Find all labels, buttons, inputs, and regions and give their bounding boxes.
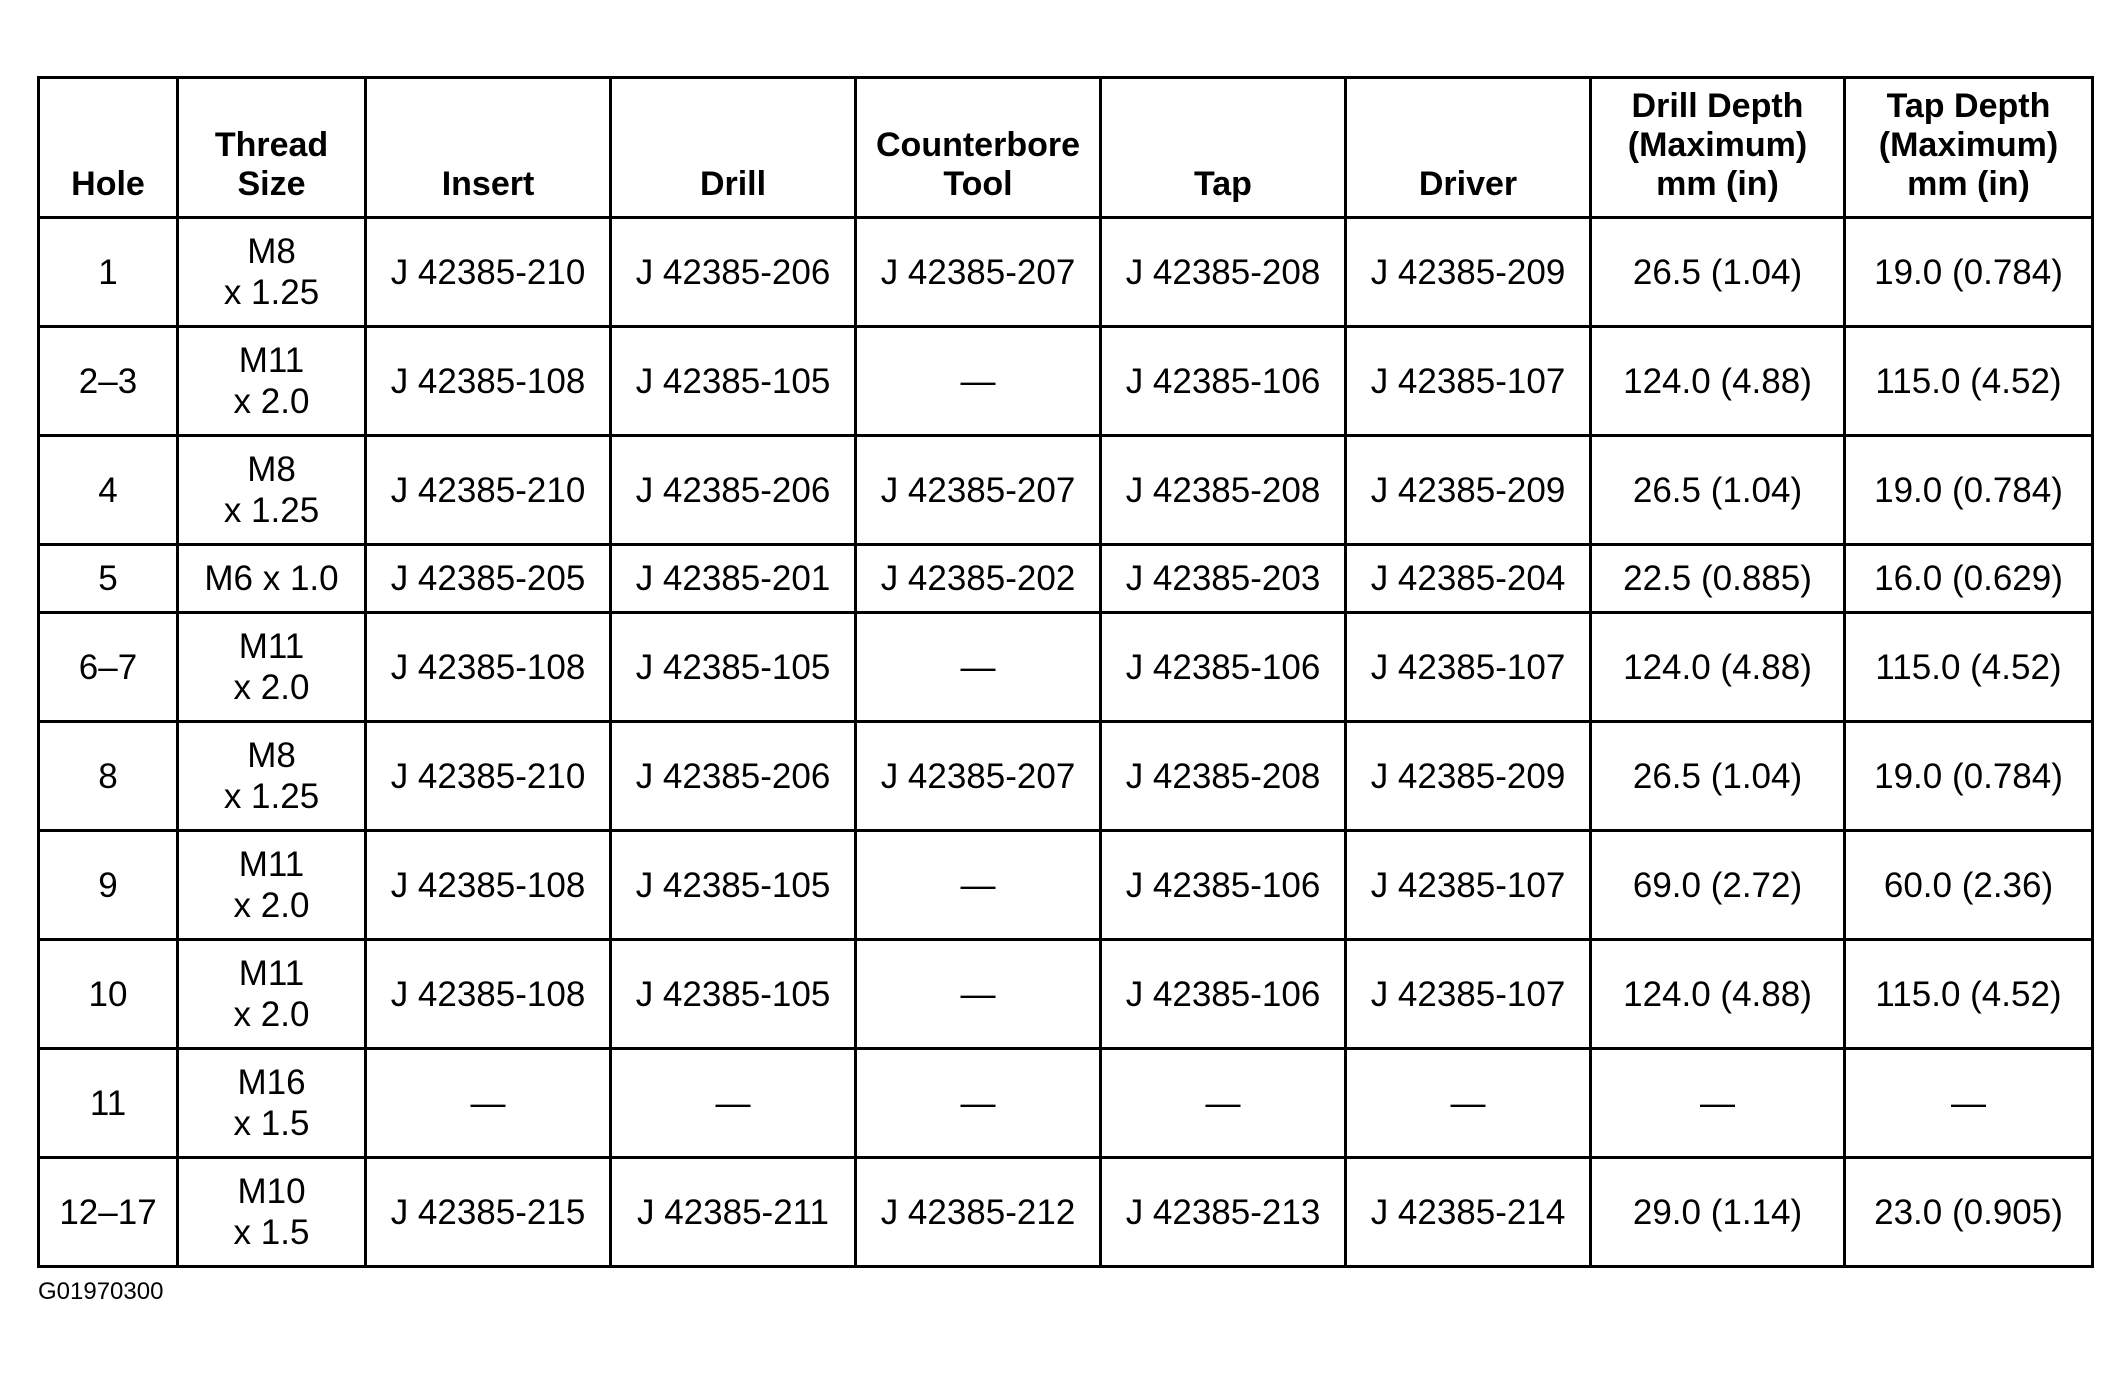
- driver-cell: J 42385-107: [1346, 327, 1591, 436]
- header-drill-depth-line: Drill Depth: [1631, 87, 1804, 125]
- drill-cell: J 42385-105: [611, 831, 856, 940]
- thread-size-line: x 1.25: [223, 777, 320, 816]
- counterbore-cell: J 42385-212: [856, 1158, 1101, 1267]
- drill-depth-cell: 124.0 (4.88): [1591, 327, 1845, 436]
- hole-cell: 11: [39, 1049, 178, 1158]
- thread-size-line: M10: [237, 1172, 306, 1211]
- drill-depth-cell: 124.0 (4.88): [1591, 613, 1845, 722]
- drill-cell: J 42385-201: [611, 545, 856, 613]
- thread-size-line: M11: [238, 627, 305, 666]
- thread-size-line: x 2.0: [233, 668, 310, 707]
- tap-cell: J 42385-208: [1101, 722, 1346, 831]
- tap-cell: J 42385-208: [1101, 436, 1346, 545]
- table-row: [39, 831, 2093, 940]
- table-row: [39, 1049, 2093, 1158]
- counterbore-cell: J 42385-207: [856, 436, 1101, 545]
- header-tap: [1101, 78, 1346, 218]
- drill-depth-cell: —: [1591, 1049, 1845, 1158]
- hole-cell: 10: [39, 940, 178, 1049]
- driver-cell: J 42385-209: [1346, 722, 1591, 831]
- counterbore-cell: —: [856, 940, 1101, 1049]
- drill-depth-cell: 26.5 (1.04): [1591, 436, 1845, 545]
- tap-depth-cell: 115.0 (4.52): [1845, 327, 2093, 436]
- table-row: [39, 613, 2093, 722]
- header-thread-size: [178, 78, 366, 218]
- header-drill: [611, 78, 856, 218]
- table-row: [39, 940, 2093, 1049]
- drill-cell: J 42385-105: [611, 940, 856, 1049]
- header-row: [39, 78, 2093, 218]
- thread-size-line: x 2.0: [233, 382, 310, 421]
- driver-cell: —: [1346, 1049, 1591, 1158]
- tap-depth-cell: 23.0 (0.905): [1845, 1158, 2093, 1267]
- counterbore-cell: J 42385-207: [856, 218, 1101, 327]
- thread-size-cell: [178, 545, 366, 613]
- hole-cell: 4: [39, 436, 178, 545]
- thread-size-cell: [178, 1049, 366, 1158]
- tap-cell: J 42385-106: [1101, 831, 1346, 940]
- header-thread-size-line: Thread: [214, 126, 329, 164]
- insert-cell: J 42385-210: [366, 436, 611, 545]
- driver-cell: J 42385-209: [1346, 218, 1591, 327]
- tap-cell: J 42385-203: [1101, 545, 1346, 613]
- header-insert-line: Insert: [441, 165, 535, 203]
- table-header: [39, 78, 2093, 218]
- hole-cell: 8: [39, 722, 178, 831]
- tap-depth-cell: 115.0 (4.52): [1845, 613, 2093, 722]
- insert-cell: J 42385-210: [366, 722, 611, 831]
- header-drill-depth-line: mm (in): [1656, 165, 1779, 203]
- counterbore-cell: —: [856, 613, 1101, 722]
- tap-cell: —: [1101, 1049, 1346, 1158]
- tool-specification-table: [37, 76, 2094, 1268]
- drill-cell: J 42385-206: [611, 722, 856, 831]
- thread-size-line: x 1.25: [223, 491, 320, 530]
- tap-depth-cell: 19.0 (0.784): [1845, 722, 2093, 831]
- thread-size-line: M8: [247, 736, 296, 775]
- drill-cell: J 42385-105: [611, 327, 856, 436]
- drill-depth-cell: 26.5 (1.04): [1591, 722, 1845, 831]
- thread-size-cell: [178, 327, 366, 436]
- driver-cell: J 42385-214: [1346, 1158, 1591, 1267]
- tap-cell: J 42385-213: [1101, 1158, 1346, 1267]
- tap-cell: J 42385-106: [1101, 940, 1346, 1049]
- drill-depth-cell: 26.5 (1.04): [1591, 218, 1845, 327]
- header-hole-line: Hole: [71, 165, 145, 203]
- table-row: [39, 722, 2093, 831]
- tap-depth-cell: 115.0 (4.52): [1845, 940, 2093, 1049]
- thread-size-cell: [178, 436, 366, 545]
- thread-size-line: M11: [238, 954, 305, 993]
- tap-depth-cell: 19.0 (0.784): [1845, 436, 2093, 545]
- drill-depth-cell: 124.0 (4.88): [1591, 940, 1845, 1049]
- tap-depth-cell: 16.0 (0.629): [1845, 545, 2093, 613]
- counterbore-cell: —: [856, 327, 1101, 436]
- drill-cell: —: [611, 1049, 856, 1158]
- thread-size-cell: [178, 218, 366, 327]
- thread-size-line: x 1.5: [233, 1104, 310, 1143]
- hole-cell: 2–3: [39, 327, 178, 436]
- hole-cell: 1: [39, 218, 178, 327]
- hole-cell: 5: [39, 545, 178, 613]
- thread-size-line: M8: [247, 450, 296, 489]
- header-tap-depth-line: Tap Depth: [1886, 87, 2051, 125]
- thread-size-line: x 1.25: [223, 273, 320, 312]
- tap-depth-cell: 60.0 (2.36): [1845, 831, 2093, 940]
- insert-cell: J 42385-108: [366, 940, 611, 1049]
- header-drill-line: Drill: [699, 165, 767, 203]
- insert-cell: J 42385-108: [366, 613, 611, 722]
- drill-cell: J 42385-211: [611, 1158, 856, 1267]
- header-insert: [366, 78, 611, 218]
- thread-size-cell: [178, 940, 366, 1049]
- tap-cell: J 42385-106: [1101, 327, 1346, 436]
- insert-cell: J 42385-108: [366, 327, 611, 436]
- thread-size-cell: [178, 613, 366, 722]
- counterbore-cell: —: [856, 1049, 1101, 1158]
- driver-cell: J 42385-107: [1346, 613, 1591, 722]
- table-row: [39, 218, 2093, 327]
- driver-cell: J 42385-204: [1346, 545, 1591, 613]
- thread-size-line: M16: [237, 1063, 306, 1102]
- header-tap-depth-line: mm (in): [1907, 165, 2030, 203]
- header-driver-line: Driver: [1418, 165, 1518, 203]
- header-tap-line: Tap: [1194, 165, 1252, 203]
- tap-depth-cell: —: [1845, 1049, 2093, 1158]
- thread-size-line: M11: [238, 845, 305, 884]
- hole-cell: 12–17: [39, 1158, 178, 1267]
- drill-depth-cell: 22.5 (0.885): [1591, 545, 1845, 613]
- drill-cell: J 42385-105: [611, 613, 856, 722]
- header-thread-size-line: Size: [237, 165, 306, 203]
- header-counterbore-tool-line: Tool: [943, 165, 1013, 203]
- table-row: [39, 545, 2093, 613]
- thread-size-line: M8: [247, 232, 296, 271]
- thread-size-cell: [178, 722, 366, 831]
- driver-cell: J 42385-209: [1346, 436, 1591, 545]
- header-hole: [39, 78, 178, 218]
- driver-cell: J 42385-107: [1346, 831, 1591, 940]
- tap-cell: J 42385-106: [1101, 613, 1346, 722]
- counterbore-cell: J 42385-207: [856, 722, 1101, 831]
- drill-cell: J 42385-206: [611, 436, 856, 545]
- thread-size-cell: [178, 831, 366, 940]
- insert-cell: J 42385-210: [366, 218, 611, 327]
- header-driver: [1346, 78, 1591, 218]
- insert-cell: J 42385-205: [366, 545, 611, 613]
- counterbore-cell: J 42385-202: [856, 545, 1101, 613]
- thread-size-line: M11: [238, 341, 305, 380]
- header-drill-depth-line: (Maximum): [1627, 126, 1808, 164]
- counterbore-cell: —: [856, 831, 1101, 940]
- tap-depth-cell: 19.0 (0.784): [1845, 218, 2093, 327]
- tap-cell: J 42385-208: [1101, 218, 1346, 327]
- thread-size-line: x 2.0: [233, 886, 310, 925]
- drill-depth-cell: 69.0 (2.72): [1591, 831, 1845, 940]
- table-row: [39, 436, 2093, 545]
- insert-cell: J 42385-108: [366, 831, 611, 940]
- thread-size-line: M6 x 1.0: [204, 559, 339, 598]
- driver-cell: J 42385-107: [1346, 940, 1591, 1049]
- insert-cell: J 42385-215: [366, 1158, 611, 1267]
- figure-id-caption: G01970300: [38, 1278, 164, 1305]
- hole-cell: 6–7: [39, 613, 178, 722]
- thread-size-line: x 1.5: [233, 1213, 310, 1252]
- header-tap-depth: [1845, 78, 2093, 218]
- hole-cell: 9: [39, 831, 178, 940]
- table-row: [39, 327, 2093, 436]
- thread-size-cell: [178, 1158, 366, 1267]
- header-tap-depth-line: (Maximum): [1878, 126, 2059, 164]
- drill-depth-cell: 29.0 (1.14): [1591, 1158, 1845, 1267]
- insert-cell: —: [366, 1049, 611, 1158]
- header-counterbore-tool: [856, 78, 1101, 218]
- table-row: [39, 1158, 2093, 1267]
- header-counterbore-tool-line: Counterbore: [876, 126, 1080, 164]
- drill-cell: J 42385-206: [611, 218, 856, 327]
- header-drill-depth: [1591, 78, 1845, 218]
- thread-size-line: x 2.0: [233, 995, 310, 1034]
- table-body: [39, 218, 2093, 1267]
